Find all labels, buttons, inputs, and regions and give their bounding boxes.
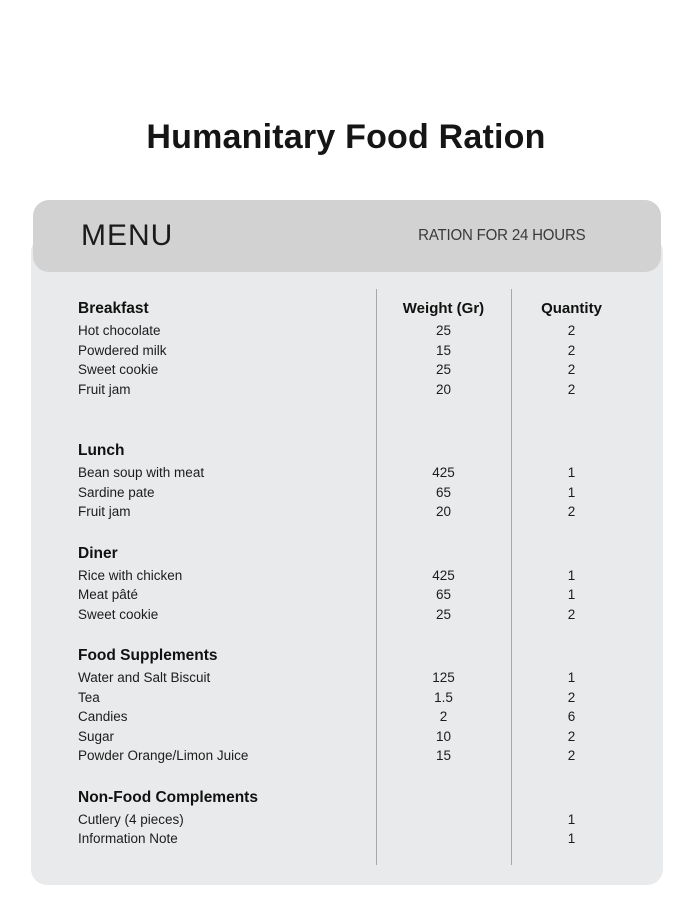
- item-name: Fruit jam: [78, 504, 131, 519]
- item-name: Sugar: [78, 728, 115, 744]
- item-weight: 425: [432, 567, 455, 583]
- menu-item-row: [31, 483, 663, 503]
- item-weight: 20: [435, 504, 452, 519]
- menu-item-row: [31, 727, 663, 747]
- item-name: Information Note: [78, 831, 178, 846]
- menu-item-row: [31, 380, 663, 400]
- item-weight: 25: [435, 362, 452, 377]
- item-quantity: 1: [567, 465, 576, 480]
- item-weight: 10: [435, 728, 452, 744]
- menu-item-row: [31, 585, 663, 605]
- section-title: Lunch: [78, 442, 125, 459]
- item-quantity: 2: [567, 606, 576, 622]
- item-name: Powder Orange/Limon Juice: [78, 748, 249, 763]
- item-quantity: 2: [567, 689, 576, 705]
- item-name: Sardine pate: [78, 484, 155, 500]
- section-diner: [31, 543, 663, 625]
- item-name: Fruit jam: [78, 381, 131, 397]
- item-quantity: 1: [567, 567, 576, 583]
- item-weight: 125: [432, 670, 455, 685]
- menu-item-row: [31, 502, 663, 522]
- item-quantity: 2: [567, 323, 576, 338]
- item-weight: 20: [435, 381, 452, 397]
- item-name: Sweet cookie: [78, 606, 159, 622]
- item-quantity: 1: [567, 831, 576, 846]
- item-name: Candies: [78, 709, 128, 724]
- section-breakfast: [31, 298, 663, 399]
- section-title: Non-Food Complements: [78, 788, 258, 806]
- item-weight: 2: [439, 709, 448, 724]
- item-quantity: 6: [567, 709, 576, 724]
- column-header-weight: Weight (Gr): [402, 300, 485, 317]
- menu-header-band: [33, 200, 661, 272]
- item-quantity: 2: [567, 362, 576, 377]
- menu-item-row: [31, 463, 663, 483]
- item-name: Rice with chicken: [78, 567, 183, 583]
- section-header-row: [31, 645, 663, 666]
- item-name: Meat pâté: [78, 587, 139, 602]
- item-quantity: 2: [567, 381, 576, 397]
- item-weight: 15: [435, 748, 452, 763]
- item-quantity: 2: [567, 748, 576, 763]
- menu-table: [31, 298, 663, 849]
- section-header-row: [31, 787, 663, 808]
- item-weight: 65: [435, 484, 452, 500]
- item-weight: 25: [435, 606, 452, 622]
- item-weight: 65: [435, 587, 452, 602]
- item-quantity: 2: [567, 504, 576, 519]
- ration-subtitle: RATION FOR 24 HOURS: [417, 227, 585, 244]
- item-quantity: 1: [567, 484, 576, 500]
- item-name: Tea: [78, 689, 100, 705]
- menu-item-row: [31, 707, 663, 727]
- item-quantity: 2: [567, 342, 576, 358]
- item-name: Water and Salt Biscuit: [78, 670, 211, 685]
- menu-item-row: [31, 321, 663, 341]
- item-quantity: 1: [567, 811, 576, 827]
- item-name: Powdered milk: [78, 342, 167, 358]
- item-quantity: 1: [567, 670, 576, 685]
- section-lunch: [31, 440, 663, 522]
- menu-item-row: [31, 605, 663, 625]
- menu-item-row: [31, 566, 663, 586]
- menu-title: MENU: [81, 219, 174, 252]
- section-title: Breakfast: [78, 300, 149, 317]
- menu-item-row: [31, 360, 663, 380]
- item-name: Sweet cookie: [78, 362, 159, 377]
- item-quantity: 2: [567, 728, 576, 744]
- item-weight: 15: [435, 342, 452, 358]
- menu-item-row: [31, 668, 663, 688]
- page-title: Humanitary Food Ration: [146, 118, 546, 156]
- section-title: Diner: [78, 544, 118, 562]
- item-weight: 1.5: [434, 689, 453, 705]
- section-header-row: [31, 440, 663, 461]
- menu-item-row: [31, 746, 663, 766]
- section-non-food-complements: [31, 787, 663, 849]
- item-weight: 25: [435, 323, 452, 338]
- column-header-quantity: Quantity: [541, 300, 602, 317]
- section-title: Food Supplements: [78, 647, 218, 664]
- item-quantity: 1: [567, 587, 576, 602]
- menu-item-row: [31, 810, 663, 830]
- section-header-row: [31, 298, 663, 319]
- menu-item-row: [31, 341, 663, 361]
- item-name: Bean soup with meat: [78, 465, 205, 480]
- item-name: Cutlery (4 pieces): [78, 811, 184, 827]
- section-header-row: [31, 543, 663, 564]
- item-name: Hot chocolate: [78, 323, 161, 338]
- menu-item-row: [31, 688, 663, 708]
- item-weight: 425: [432, 465, 455, 480]
- menu-item-row: [31, 829, 663, 849]
- section-food-supplements: [31, 645, 663, 766]
